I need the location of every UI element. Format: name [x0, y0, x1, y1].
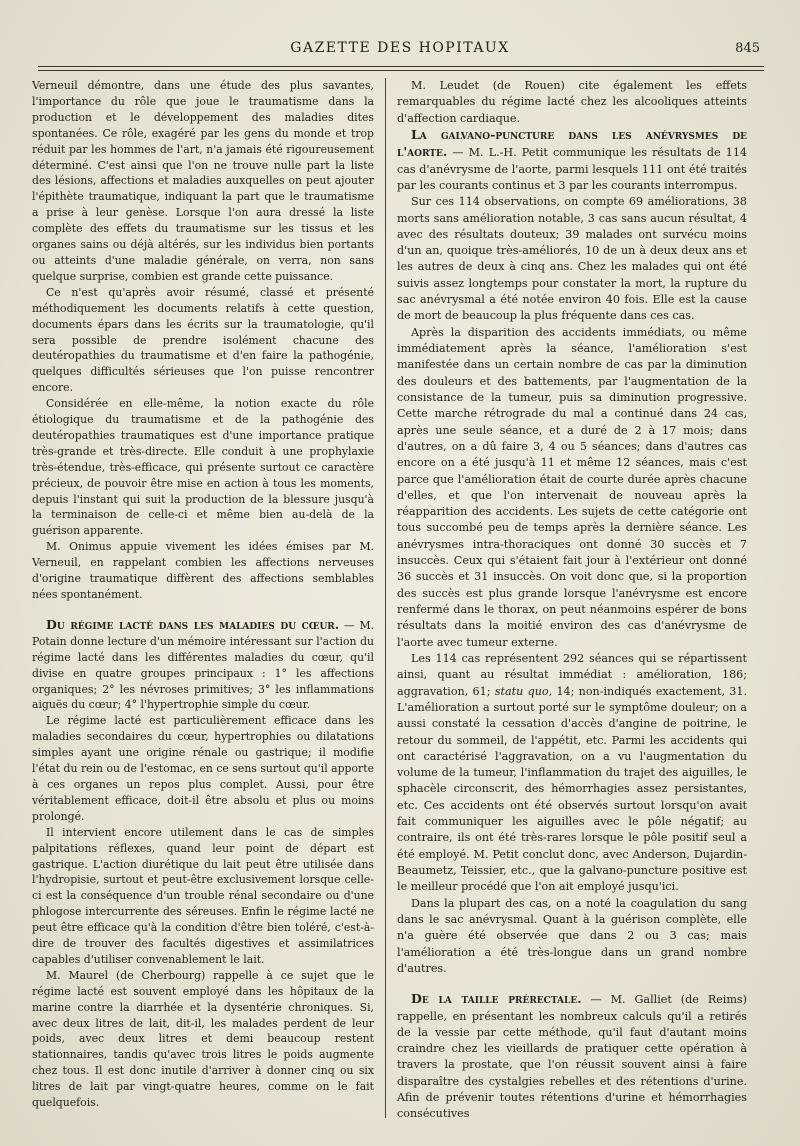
section-heading-taille-prerectale: De la taille prérectale.: [411, 991, 582, 1007]
section-heading-regime-lacte: Du régime lacté dans les maladies du cœur.: [46, 616, 340, 632]
paragraph: [397, 651, 747, 896]
section-heading-galvano-puncture: La galvano-puncture dans les anévrysmes de l'aorte.: [397, 126, 747, 160]
paragraph: M. Onimus appuie vivement les idées émises par M. Verneuil, en rappelant combien les affections nerveuses d'origine traumatique diffèrent des affections semblables nées spontanément.: [32, 540, 374, 601]
paragraph: Considérée en elle-même, la notion exacte du rôle étiologique du traumatisme et de la pathogénie des deutéropathies traumatiques est d'une importance pratique très-grande et très-directe. Elle conduit à une prophylaxie très-étendue, très-efficace, qui présente surtout ce caractère précieux, de pouvoir être mise en action à tous les moments, depuis l'instant qui suit la production de la blessure jusqu'à la terminaison de celle-ci et même bien au-delà de la guérison apparente.: [32, 397, 374, 538]
paragraph-text: — M. Potain donne lecture d'un mémoire intéressant sur l'action du régime lacté dans les différentes maladies du cœur, qu'il divise en quatre groupes principaux : 1° les affections organiques; 2° les névroses primitives; 3° les inflammations aiguës du cœur; 4° l'hypertrophie simple du cœur.: [32, 618, 374, 712]
paragraph-text: — M. Galliet (de Reims) rappelle, en présentant les nombreux calculs qu'il a retirés de la vessie par cette méthode, qu'il faut d'autant moins craindre chez les vieillards de pratiquer cette opération à travers la prostate, que l'on réussit souvent ainsi à faire disparaître des cystalgies rebelles et des rétentions d'urine. Afin de prévenir toutes rétentions d'urine et hémorrhagies consécutives: [397, 993, 747, 1121]
left-column: [32, 78, 374, 1111]
paragraph-text: Les 114 cas représentent 292 séances qui se répartissent ainsi, quant au résultat immédiat : amélioration, 186; aggravation, 61;: [397, 651, 747, 698]
journal-title: GAZETTE DES HOPITAUX: [290, 40, 510, 56]
paragraph: Le régime lacté est particulièrement efficace dans les maladies secondaires du cœur, hypertrophies ou dilatations simples ayant une origine rénale ou gastrique; il modifie l'état du rein ou de l'estomac, en ce sens surtout qu'il apporte à ces organes un repos plus complet. Aussi, pour être véritablement efficace, doit-il être absolu et plus ou moins prolongé.: [32, 714, 374, 823]
section-paragraph: [32, 617, 374, 713]
section-paragraph: [397, 127, 747, 194]
paragraph: M. Maurel (de Cherbourg) rappelle à ce sujet que le régime lacté est souvent employé dans les hôpitaux de la marine contre la diarrhée et la dysentérie chroniques. Si, avec deux litres de lait, dit-il, les malades perdent de leur poids, avec deux litres et demi beaucoup restent stationnaires, tandis qu'avec trois litres le poids augmente chez tous. Il est donc inutile d'arriver à donner cinq ou six litres de lait par vingt-quatre heures, comme on le fait quelquefois.: [32, 968, 374, 1110]
paragraph: Sur ces 114 observations, on compte 69 améliorations, 38 morts sans amélioration notable, 3 cas sans aucun résultat, 4 avec des résultats douteux; 39 malades ont survécu moins d'un an, quoique très-améliorés, 10 de un à deux deux ans et les autres de deux à cinq ans. Chez les malades qui ont été suivis assez longtemps pour constater la mort, la rupture du sac anévrysmal a été notée environ 40 fois. Elle est la cause de mort de beaucoup la plus fréquente dans ces cas.: [397, 195, 747, 323]
page-header: [0, 40, 800, 64]
paragraph: Il intervient encore utilement dans le cas de simples palpitations réflexes, quand leur point de départ est gastrique. L'action diurétique du lait peut être utilisée dans l'hydropisie, surtout et peut-être exclusivement lorsque celle-ci est la conséquence d'un trouble rénal secondaire ou d'une phlogose intercurrente des séreuses. Enfin le régime lacté ne peut être efficace qu'à la condition d'être bien toléré, c'est-à-dire de trouver des facultés digestives et assimilatrices capables d'utiliser convenablement le lait.: [32, 825, 374, 966]
header-rule-thin: [38, 70, 764, 71]
column-divider: [385, 78, 386, 1118]
paragraph: Verneuil démontre, dans une étude des plus savantes, l'importance du rôle que joue le traumatisme dans la production et le développement des maladies dites spontanées. Ce rôle, exagéré par les gens du monde et trop réduit par les hommes de l'art, n'a jamais été rigoureusement déterminé. C'est ainsi que l'on ne trouve nulle part la liste des lésions, affections et maladies auxquelles on peut ajouter l'épithète traumatique, indiquant la part que le traumatisme a prise à leur genèse. Lorsque l'on aura dressé la liste complète des effets du traumatisme sur les tissus et les organes sains ou déjà altérés, sur les individus bien portants ou atteints d'une maladie générale, on verra, non sans quelque surprise, combien est grande cette puissance.: [32, 79, 374, 283]
paragraph: Ce n'est qu'après avoir résumé, classé et présenté méthodiquement les documents relatifs à cette question, documents épars dans les écrits sur la traumatologie, qu'il sera possible de prendre isolément chacune des deutéropathies du traumatisme et d'en faire la pathogénie, quelques difficultés sérieuses que l'on puisse rencontrer encore.: [32, 285, 374, 395]
paragraph-text: — M. L.-H. Petit communique les résultats de 114 cas d'anévrysme de l'aorte, parmi lesquels 111 ont été traités par les courants continus et 3 par les courants interrompus.: [397, 146, 748, 192]
section-paragraph: [397, 991, 747, 1123]
paragraph: M. Leudet (de Rouen) cite également les effets remarquables du régime lacté chez les alcooliques atteints d'affection cardiaque.: [397, 79, 747, 125]
header-rule-thick: [38, 66, 764, 67]
paragraph: Dans la plupart des cas, on a noté la coagulation du sang dans le sac anévrysmal. Quant à la guérison complète, elle n'a guère été observée que dans 2 ou 3 cas; mais l'amélioration a été très-longue dans un grand nombre d'autres.: [397, 896, 747, 975]
paragraph-text: 14; non-indiqués exactement, 31. L'amélioration a surtout porté sur le symptôme douleur; on a aussi constaté la cessation d'accès d'angine de poitrine, le retour du sommeil, de l'appétit, etc. Parmi les accidents qui ont caractérisé l'aggravation, on a vu l'augmentation du volume de la tumeur, l'inflammation du trajet des aiguilles, le sphacèle circonscrit, des hémorrhagies assez persistantes, etc. Ces accidents ont été observés surtout lorsqu'on avait fait communiquer les aiguilles avec le pôle négatif; au contraire, ils ont été très-rares lorsque le pôle positif seul a été employé. M. Petit conclut donc, avec Anderson, Dujardin-Beaumetz, Teissier, etc., que la galvano-puncture positive est le meilleur procédé que l'on ait employé jusqu'ici.: [397, 684, 748, 894]
italic-term: statu quo,: [494, 684, 553, 698]
paragraph: Après la disparition des accidents immédiats, ou même immédiatement après la séance, l'amélioration s'est manifestée dans un certain nombre de cas par la diminution des douleurs et des battements, par l'augmentation de la consistance de la tumeur, puis sa diminution progressive. Cette marche rétrograde du mal a continué dans 24 cas, après une seule séance, et a duré de 2 à 17 mois; dans d'autres, on a dû faire 3, 4 ou 5 séances; dans d'autres cas encore on a été jusqu'à 11 et même 12 séances, mais c'est parce que l'amélioration était de courte durée après chacune d'elles, et que l'on intervenait de nouveau après la réapparition des accidents. Les sujets de cette catégorie ont tous succombé peu de temps après la dernière séance. Les anévrysmes intra-thoraciques ont donné 30 succès et 7 insuccès. Ceux qui s'étaient fait jour à l'extérieur ont donné 36 succès et 31 insuccès. On voit donc que, si la proportion des succès est plus grande lorsque l'anévrysme est encore renfermé dans le thorax, on peut néanmoins espérer de bons résultats dans la moitié environ des cas d'anévrysme de l'aorte avec tumeur externe.: [397, 325, 747, 649]
right-column: [397, 78, 747, 1123]
page-number: 845: [735, 41, 760, 56]
